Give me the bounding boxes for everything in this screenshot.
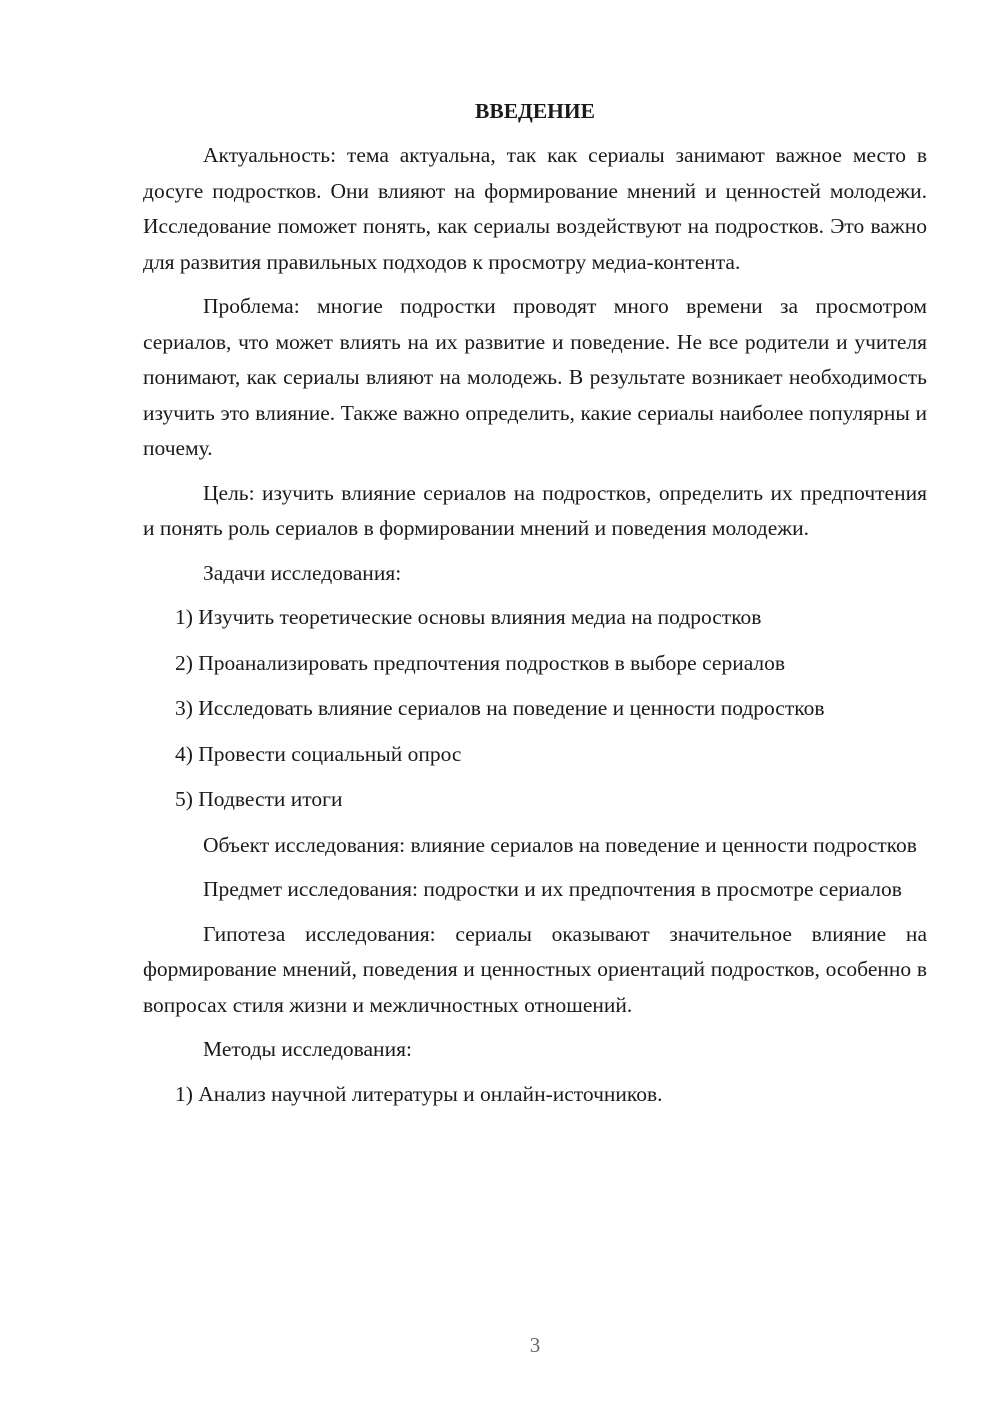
list-item: 4) Провести социальный опрос — [175, 741, 462, 766]
relevance-paragraph: Актуальность: тема актуальна, так как сериалы занимают важное место в досуге подростков. Они влияют на формирование мнений и ценностей молодежи. Исследование поможет понять, как сериалы воздействуют на подростков. Это важно для развития правильных подходов к просмотру медиа-контента. — [143, 143, 927, 274]
list-item: 2) Проанализировать предпочтения подростков в выборе сериалов — [175, 650, 786, 675]
list-item: 3) Исследовать влияние сериалов на поведение и ценности подростков — [175, 696, 825, 720]
page-number: 3 — [529, 1333, 541, 1357]
tasks-heading: Задачи исследования: — [203, 560, 402, 585]
methods-heading: Методы исследования: — [203, 1037, 412, 1061]
tasks-list — [143, 600, 927, 818]
methods-list — [143, 1077, 927, 1113]
problem-paragraph: Проблема: многие подростки проводят много времени за просмотром сериалов, что может влиять на их развитие и поведение. Не все родители и учителя понимают, как сериалы влияют на молодежь. В результате возникает необходимость изучить это влияние. Также важно определить, какие сериалы наиболее популярны и почему. — [143, 294, 927, 460]
subject-paragraph: Предмет исследования: подростки и их предпочтения в просмотре сериалов — [203, 877, 902, 901]
object-paragraph: Объект исследования: влияние сериалов на поведение и ценности подростков — [203, 832, 917, 857]
list-item: 1) Изучить теоретические основы влияния медиа на подростков — [175, 605, 762, 629]
list-item: 5) Подвести итоги — [175, 787, 343, 811]
list-item: 1) Анализ научной литературы и онлайн-источников. — [175, 1081, 663, 1106]
goal-paragraph: Цель: изучить влияние сериалов на подростков, определить их предпочтения и понять роль сериалов в формировании мнений и поведения молодежи. — [143, 480, 927, 540]
document-page — [143, 96, 927, 1122]
section-title: ВВЕДЕНИЕ — [475, 99, 595, 123]
hypothesis-paragraph: Гипотеза исследования: сериалы оказывают значительное влияние на формирование мнений, поведения и ценностных ориентаций подростков, особенно в вопросах стиля жизни и межличностных отношений. — [143, 921, 927, 1017]
